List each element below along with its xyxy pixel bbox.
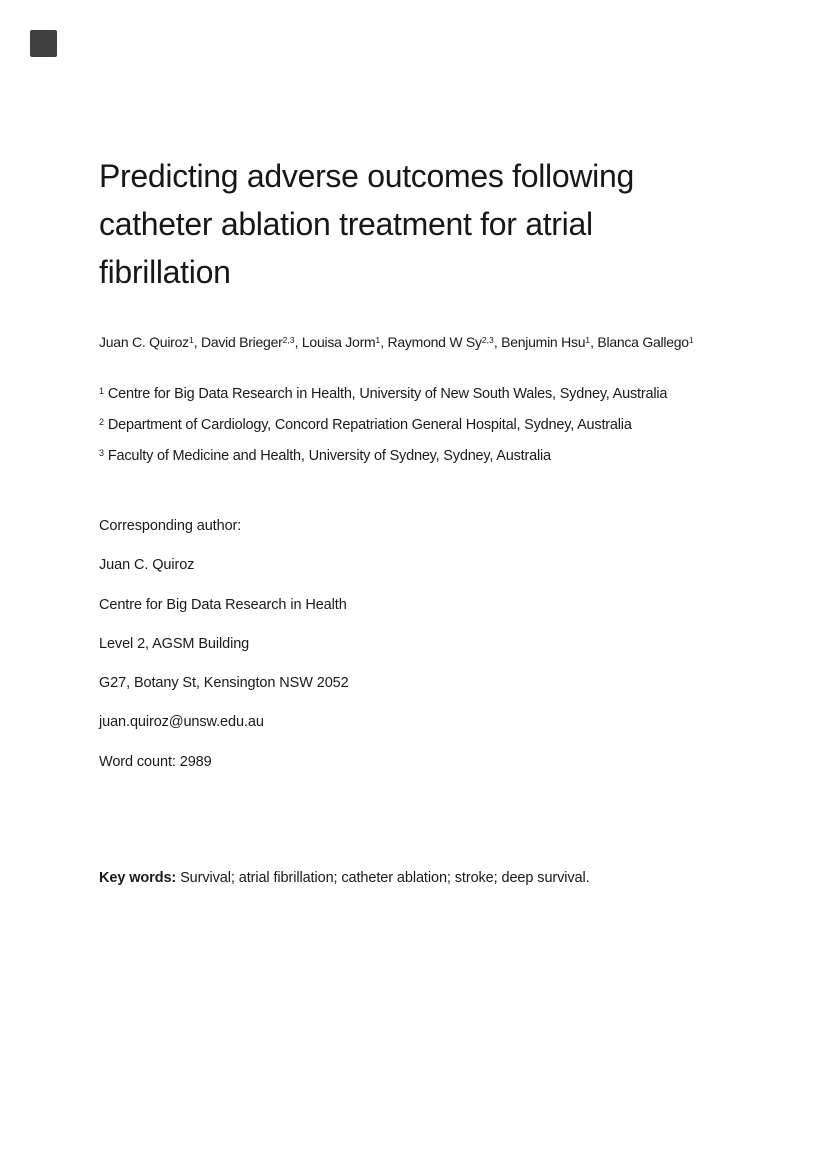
paper-title — [99, 152, 634, 296]
corresponding-address-line-1: Level 2, AGSM Building — [99, 635, 250, 652]
corresponding-address-line-2: G27, Botany St, Kensington NSW 2052 — [99, 675, 349, 692]
keywords-line: Key words: Survival; atrial fibrillation; catheter ablation; stroke; deep survival. — [99, 870, 590, 886]
affiliation-2: $^2$ Department of Cardiology, Concord Repatriation General Hospital, Sydney, Australia — [99, 416, 632, 433]
page-corner-marker — [30, 30, 57, 57]
affiliation-1: $^1$ Centre for Big Data Research in Health, University of New South Wales, Sydney, Australia — [99, 385, 668, 402]
corresponding-author-name: Juan C. Quiroz — [99, 557, 195, 574]
word-count: Word count: 2989 — [99, 753, 212, 770]
corresponding-email: juan.quiroz@unsw.edu.au — [99, 714, 264, 731]
corresponding-author-label: Corresponding author: — [99, 518, 242, 534]
affiliation-3: $^3$ Faculty of Medicine and Health, University of Sydney, Sydney, Australia — [99, 447, 551, 464]
paper-title-line-2: catheter ablation treatment for atrial — [99, 206, 593, 242]
author-list: Juan C. Quiroz$^1$, David Brieger$^{2,3}$, Louisa Jorm$^1$, Raymond W Sy$^{2,3}$, Benjumin Hsu$^1$, Blanca Gallego$^1$ — [99, 334, 694, 350]
affiliation-list — [99, 384, 667, 477]
paper-title-line-1: Predicting adverse outcomes following — [99, 158, 634, 194]
paper-title-line-3: fibrillation — [99, 254, 231, 290]
corresponding-author-institution: Centre for Big Data Research in Health — [99, 596, 347, 613]
corresponding-author-block — [99, 516, 349, 791]
